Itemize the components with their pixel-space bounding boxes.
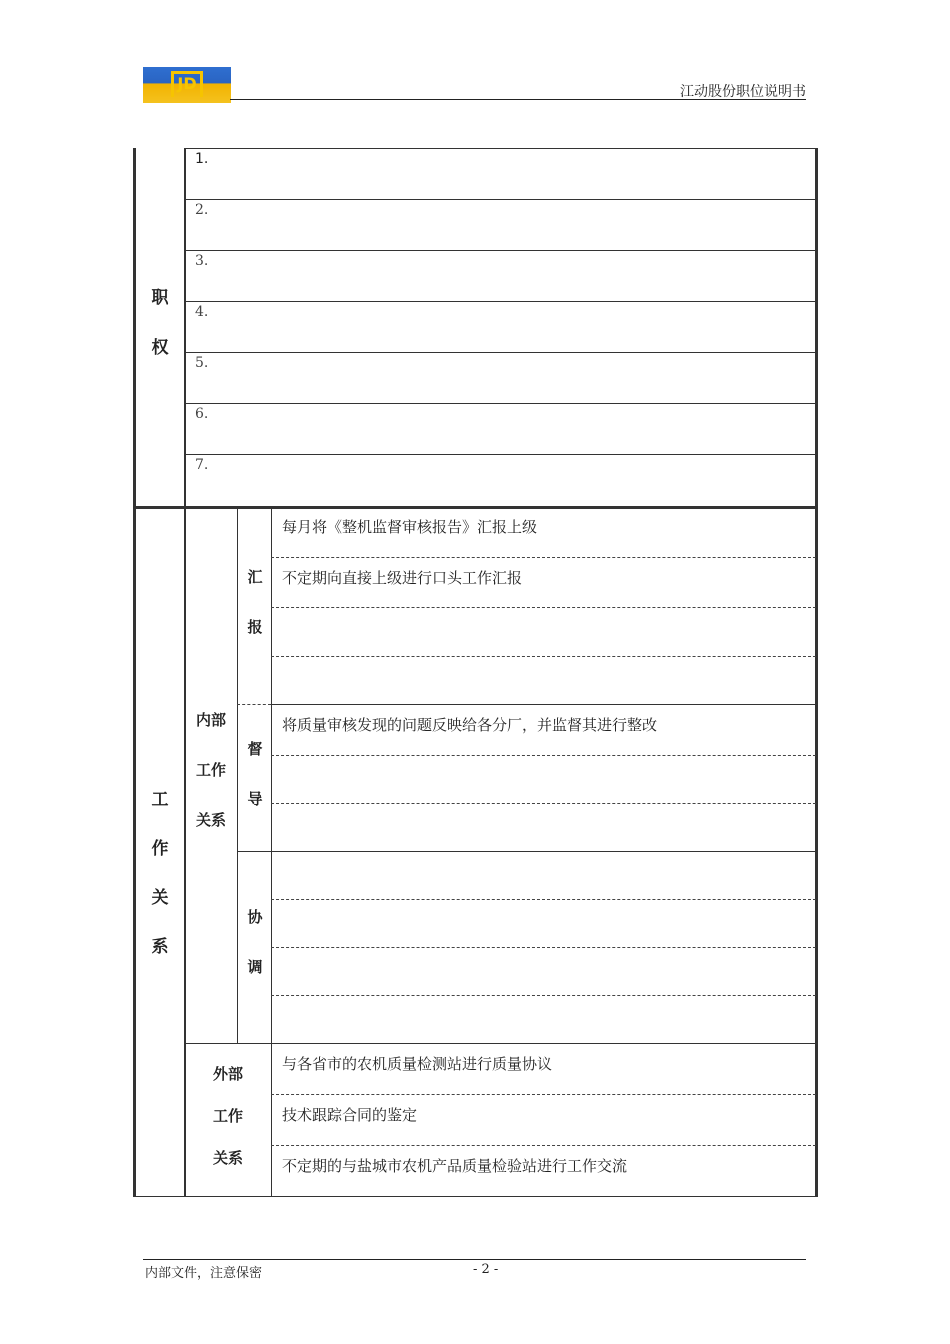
external-row-3: 不定期的与盐城市农机产品质量检验站进行工作交流 [282, 1157, 628, 1175]
page-number: - 2 - [473, 1262, 499, 1277]
supervise-row-1: 将质量审核发现的问题反映给各分厂，并监督其进行整改 [282, 716, 658, 734]
report-label: 汇 报 [247, 568, 263, 636]
footer-rule [143, 1259, 806, 1260]
header-title: 江动股份职位说明书 [680, 84, 806, 100]
coordinate-label: 协 调 [247, 908, 263, 976]
authority-item-1: 1. [195, 151, 209, 167]
external-relations-label: 外部 工作 关系 [212, 1065, 243, 1167]
authority-item-2: 2. [195, 202, 209, 218]
company-logo [143, 67, 231, 103]
supervise-label: 督 导 [247, 740, 263, 808]
authority-item-4: 4. [195, 304, 209, 320]
internal-relations-label: 内部 工作 关系 [195, 711, 226, 829]
footer-confidential-note: 内部文件，注意保密 [145, 1266, 263, 1281]
report-row-1: 每月将《整机监督审核报告》汇报上级 [282, 518, 538, 536]
external-row-1: 与各省市的农机质量检测站进行质量协议 [282, 1055, 553, 1073]
relations-label: 工 作 关 系 [151, 790, 169, 957]
authority-item-6: 6. [195, 406, 209, 422]
authority-item-7: 7. [195, 457, 209, 473]
authority-item-3: 3. [195, 253, 209, 269]
report-row-2: 不定期向直接上级进行口头工作汇报 [282, 569, 523, 587]
authority-label: 职 权 [151, 288, 169, 358]
authority-item-5: 5. [195, 355, 209, 371]
logo-mark: JD [171, 71, 203, 97]
external-row-2: 技术跟踪合同的鉴定 [282, 1106, 418, 1124]
